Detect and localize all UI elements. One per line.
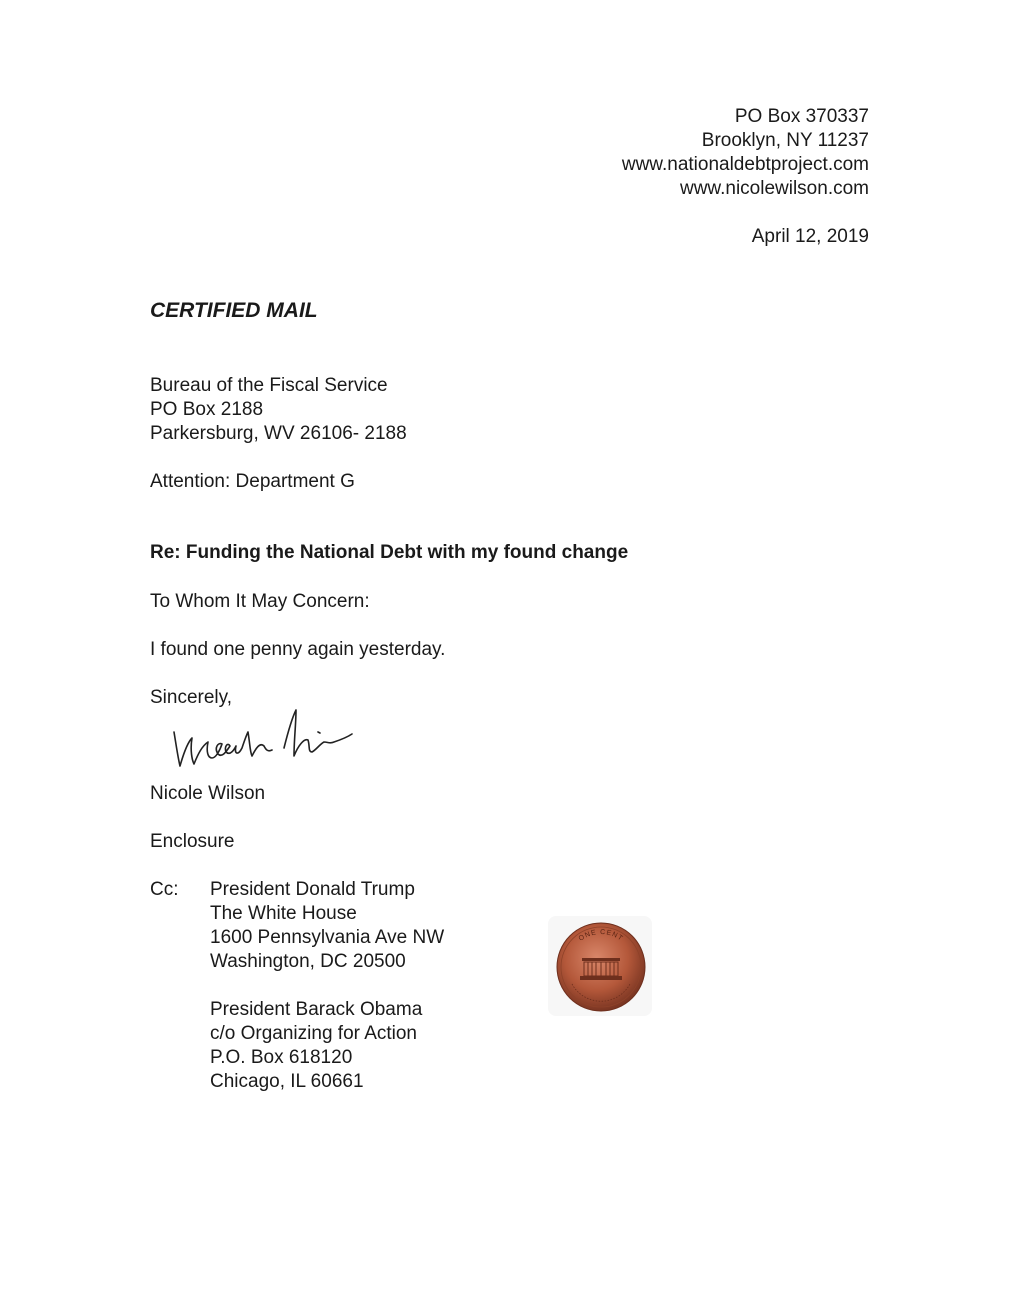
cc-recipient-obama (210, 998, 422, 1094)
cc-line: The White House (210, 903, 357, 924)
sender-city: Brooklyn, NY 11237 (701, 130, 869, 151)
cc-line: P.O. Box 618120 (210, 1047, 353, 1068)
signature-image (168, 702, 358, 774)
cc-line: President Donald Trump (210, 879, 415, 900)
letter-date: April 12, 2019 (751, 226, 869, 247)
penny-coin-image (548, 914, 654, 1020)
recipient-name: Bureau of the Fiscal Service (150, 375, 388, 396)
letter-body: I found one penny again yesterday. (150, 639, 446, 660)
recipient-po-box: PO Box 2188 (150, 399, 264, 420)
enclosure-note: Enclosure (150, 831, 235, 852)
cc-line: Washington, DC 20500 (210, 951, 406, 972)
penny-text: ONE CENT (577, 928, 625, 943)
attention-line: Attention: Department G (150, 471, 355, 492)
subject-line: Re: Funding the National Debt with my found change (150, 542, 629, 563)
sender-website-2: www.nicolewilson.com (679, 178, 869, 199)
cc-line: President Barack Obama (210, 999, 423, 1020)
recipient-city: Parkersburg, WV 26106- 2188 (150, 423, 407, 444)
sender-po-box: PO Box 370337 (734, 106, 869, 127)
cc-label: Cc: (150, 879, 179, 900)
sender-website-1: www.nationaldebtproject.com (621, 154, 869, 175)
cc-recipient-trump (210, 878, 444, 974)
cc-line: c/o Organizing for Action (210, 1023, 417, 1044)
signer-name: Nicole Wilson (150, 783, 266, 804)
cc-line: Chicago, IL 60661 (210, 1071, 364, 1092)
certified-mail-label: CERTIFIED MAIL (150, 299, 318, 322)
sender-address (622, 105, 869, 201)
cc-line: 1600 Pennsylvania Ave NW (210, 927, 445, 948)
recipient-address (150, 374, 407, 446)
salutation: To Whom It May Concern: (150, 591, 370, 612)
closing: Sincerely, (150, 687, 233, 708)
